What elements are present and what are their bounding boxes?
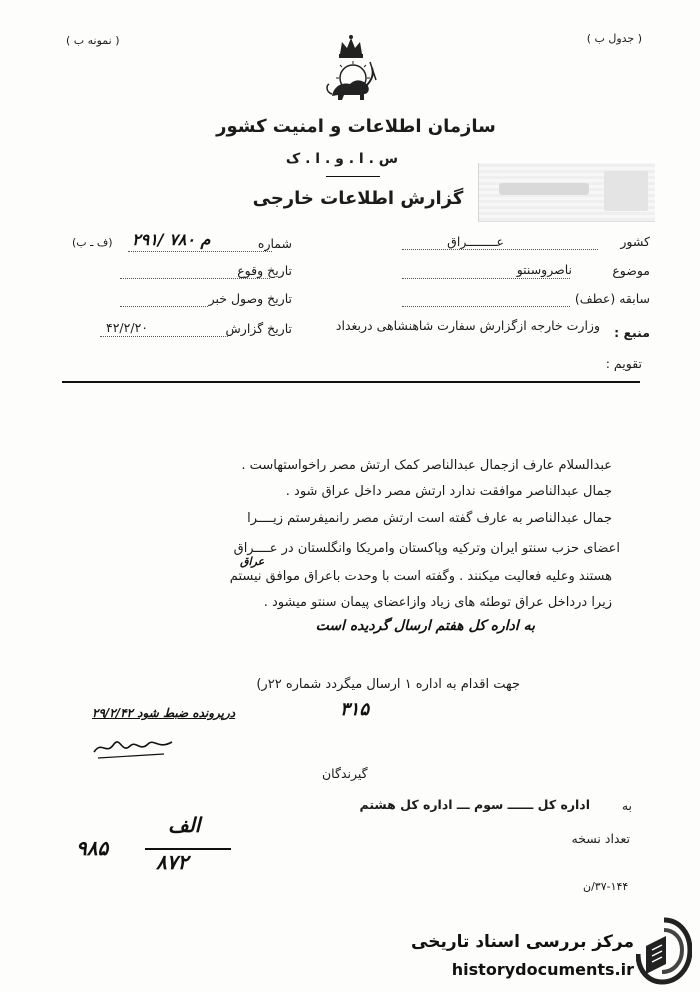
organization-title: سازمان اطلاعات و امنیت کشور <box>216 116 496 137</box>
reference-label: سابقه (عطف) <box>574 291 650 306</box>
copies-handwritten-side: ۹۸۵ <box>76 836 109 860</box>
copies-label: تعداد نسخه <box>571 831 630 846</box>
organization-abbreviation: س . ا . و . ا . ک <box>285 151 399 167</box>
number-dotted-line <box>128 251 272 252</box>
body-line: جمال عبدالناصر به عارف گفته است ارتش مصر رانمیفرستم زیــــرا <box>247 511 612 526</box>
document-code: ۳۷-۱۴۴/ن <box>583 880 629 893</box>
body-line: عبدالسلام عارف ازجمال عبدالناصر کمک ارتش مصر راخواستهاست . <box>241 458 612 473</box>
country-value: عــــــــراق <box>447 234 504 249</box>
event-date-label: تاریخ وقوع <box>237 263 292 278</box>
form-code-left: ( نمونه ب ) <box>66 34 120 47</box>
recipients-to-label: به <box>621 798 632 813</box>
action-stamp: جهت اقدام به اداره ۱ ارسال میگردد شماره ۲۲ر) <box>256 677 520 692</box>
recipients-to-value: اداره کل ــــــ سوم ـــ اداره کل هشتم <box>359 797 590 812</box>
country-dotted-line <box>402 249 598 250</box>
report-date-label: تاریخ گزارش <box>225 321 292 336</box>
handwritten-insert: عراق <box>240 555 265 568</box>
report-date-value: ۴۲/۲/۲۰ <box>106 320 148 335</box>
subject-value: ناصروسنتو <box>516 262 572 277</box>
reference-dotted-line <box>402 306 570 307</box>
calendar-label: تقویم : <box>605 356 642 371</box>
signature <box>92 734 176 760</box>
subject-label: موضوع <box>612 263 650 278</box>
copies-handwritten-top: الف <box>168 813 201 837</box>
receipt-date-dotted-line <box>120 306 208 307</box>
watermark-site: historydocuments.ir <box>451 960 634 979</box>
header-divider <box>62 381 640 383</box>
country-label: کشور <box>620 234 650 249</box>
number-value: ۲۹۱/ م ۷۸۰ <box>132 230 211 249</box>
copies-handwritten-bottom: ۸۷۲ <box>156 850 189 874</box>
number-suffix: (ف ـ ب) <box>72 236 113 249</box>
number-label: شماره <box>257 236 292 251</box>
receipt-date-label: تاریخ وصول خبر <box>208 291 292 306</box>
archive-logo-icon <box>636 916 692 986</box>
report-title: گزارش اطلاعات خارجی <box>252 188 464 209</box>
body-line: زیرا درداخل عراق توطئه های زیاد وازاعضای پیمان سنتو میشود . <box>263 595 612 610</box>
form-code-right: ( جدول ب ) <box>586 32 642 45</box>
source-label: منبع : <box>614 325 650 340</box>
faded-stamp <box>478 163 655 222</box>
recipients-title: گیرندگان <box>322 766 368 781</box>
body-line: هستند وعلیه فعالیت میکنند . وگفته است با وحدت باعراق موافق نیستم <box>229 569 612 584</box>
event-date-dotted-line <box>120 278 270 279</box>
body-line: اعضای حزب سنتو ایران وترکیه وپاکستان وامریکا وانگلستان در عــــراق <box>233 541 620 556</box>
stamp-number: ۳۱۵ <box>340 699 370 720</box>
watermark-name: مرکز بررسی اسناد تاریخی <box>411 932 634 952</box>
lion-and-sun-emblem-icon <box>320 34 382 106</box>
title-divider <box>326 176 380 177</box>
handwritten-note: به اداره کل هفتم ارسال گردیده است <box>315 618 535 634</box>
source-value: وزارت خارجه ازگزارش سفارت شاهنشاهی دربغداد <box>335 318 600 333</box>
report-date-dotted-line <box>100 336 228 337</box>
subject-dotted-line <box>402 278 570 279</box>
body-line: جمال عبدالناصر موافقت ندارد ارتش مصر داخل عراق شود . <box>285 484 612 499</box>
handwritten-left-note: درپرونده ضبط شود ۲۹/۲/۴۲ <box>92 706 236 720</box>
